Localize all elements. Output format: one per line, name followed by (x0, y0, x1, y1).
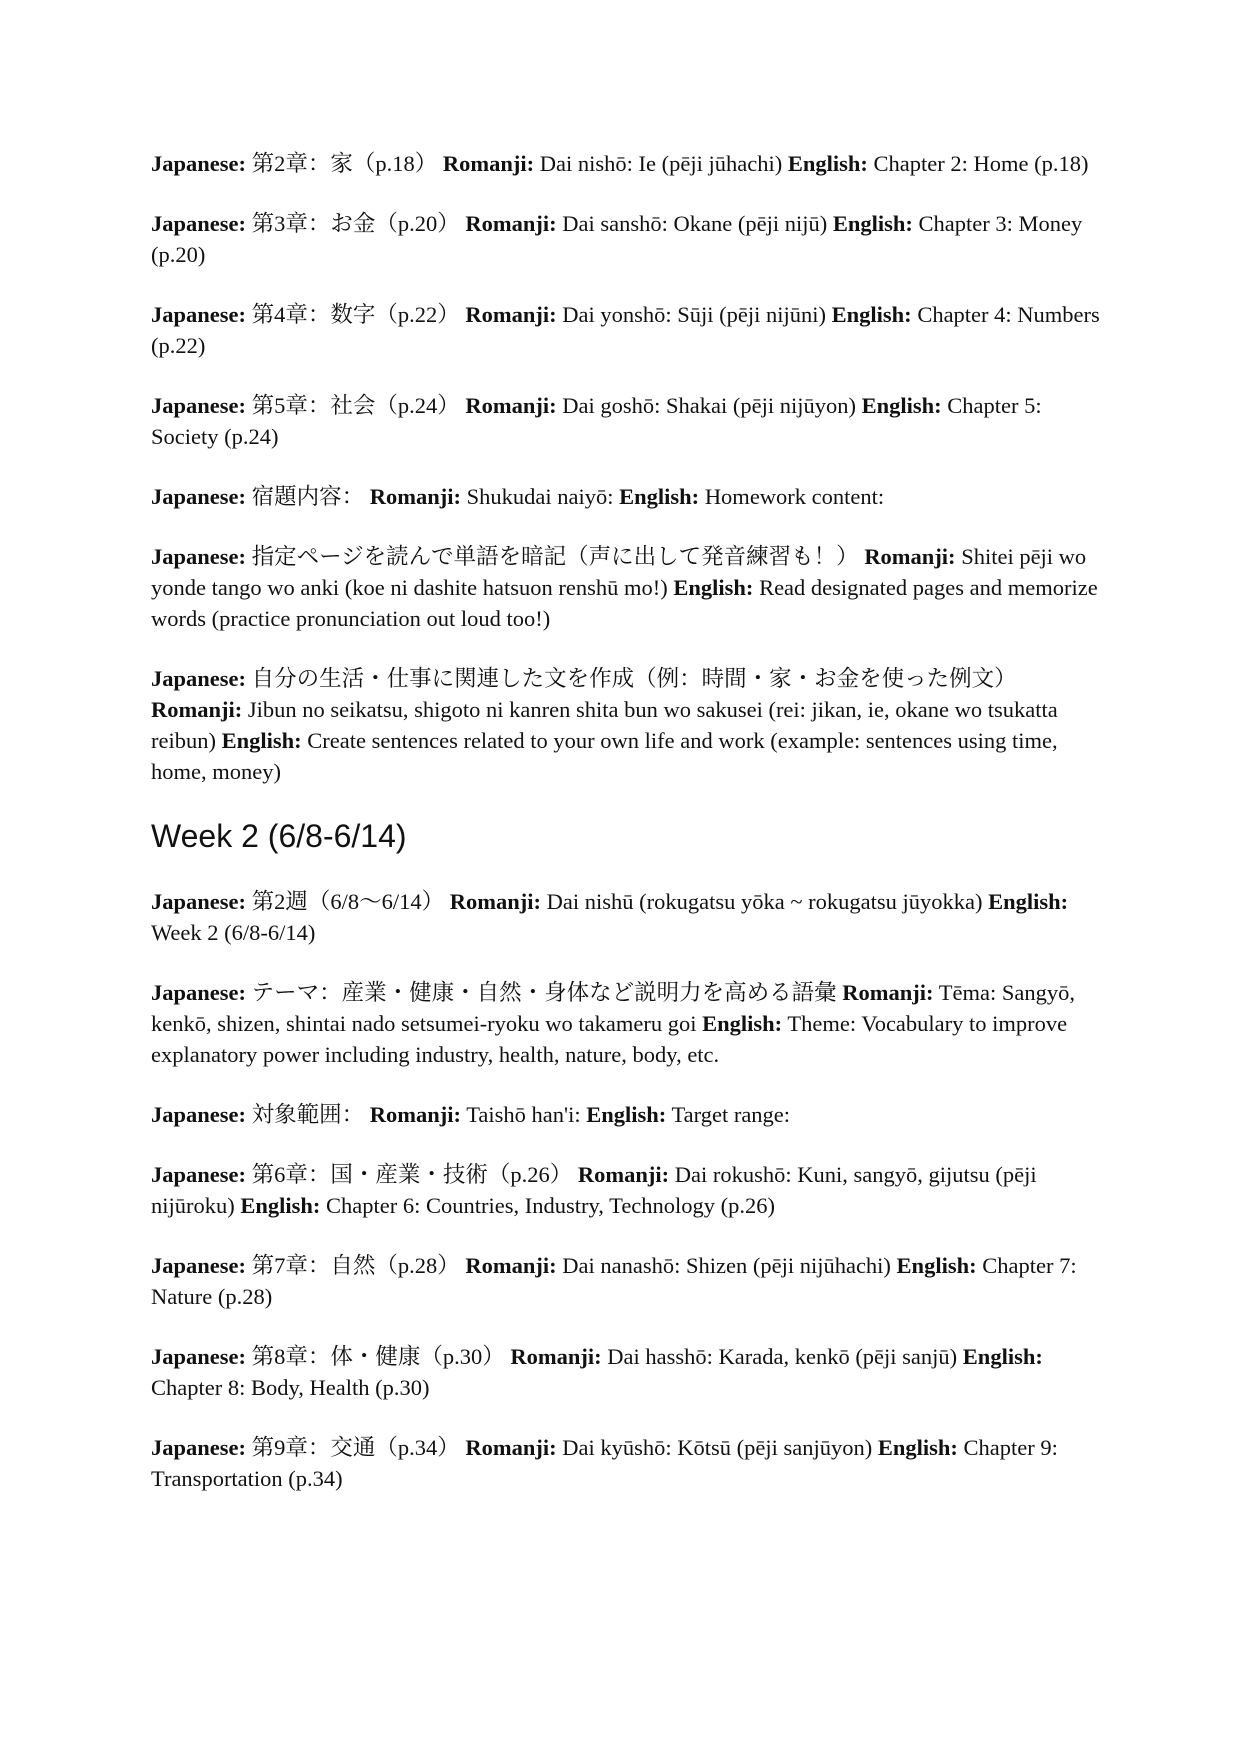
japanese-text: 宿題内容： (251, 484, 365, 509)
entry-homework-content (151, 481, 1101, 512)
romanji-label: Romanji: (864, 544, 956, 569)
english-text: Chapter 8: Body, Health (p.30) (151, 1375, 430, 1400)
english-label: English: (988, 889, 1069, 914)
english-label: English: (586, 1102, 667, 1127)
english-text: Create sentences related to your own life and work (example: sentences using time, home, money) (151, 728, 1058, 784)
english-text: Week 2 (6/8-6/14) (151, 920, 316, 945)
japanese-text: 指定ページを読んで単語を暗記（声に出して発音練習も！） (251, 544, 859, 569)
japanese-label: Japanese: (151, 666, 246, 691)
english-label: English: (832, 211, 913, 236)
japanese-label: Japanese: (151, 1435, 246, 1460)
romanji-label: Romanji: (577, 1162, 670, 1187)
romanji-label: Romanji: (510, 1344, 602, 1369)
romanji-text: Dai hasshō: Karada, kenkō (pēji sanjū) (607, 1344, 958, 1369)
section-week2 (151, 886, 1101, 1494)
japanese-label: Japanese: (151, 1344, 246, 1369)
romanji-text: Tēma: Sangyō, kenkō, shizen, shintai nado setsumei-ryoku wo takameru goi (151, 980, 1075, 1036)
romanji-label: Romanji: (369, 1102, 462, 1127)
romanji-text: Dai rokushō: Kuni, sangyō, gijutsu (pēji nijūroku) (151, 1162, 1037, 1218)
entry-target-range (151, 1099, 1101, 1130)
english-label: English: (861, 393, 942, 418)
japanese-text: 第2章：家（p.18） (251, 151, 438, 176)
japanese-label: Japanese: (151, 484, 246, 509)
romanji-label: Romanji: (449, 889, 542, 914)
romanji-text: Dai nishū (rokugatsu yōka ~ rokugatsu jūyokka) (546, 889, 983, 914)
romanji-text: Dai yonshō: Sūji (pēji nijūni) (562, 302, 827, 327)
entry-theme (151, 977, 1101, 1070)
japanese-text: 第9章：交通（p.34） (251, 1435, 460, 1460)
entry-chapter-9 (151, 1432, 1101, 1494)
english-text: Chapter 5: Society (p.24) (151, 393, 1042, 449)
japanese-label: Japanese: (151, 980, 246, 1005)
entry-chapter-7 (151, 1250, 1101, 1312)
japanese-text: 第8章：体・健康（p.30） (251, 1344, 505, 1369)
english-label: English: (896, 1253, 977, 1278)
romanji-text: Shitei pēji wo yonde tango wo anki (koe ni dashite hatsuon renshū mo!) (151, 544, 1087, 600)
japanese-text: 対象範囲： (251, 1102, 365, 1127)
english-text: Chapter 3: Money (p.20) (151, 211, 1083, 267)
entry-week-2-dates (151, 886, 1101, 948)
japanese-text: 自分の生活・仕事に関連した文を作成（例：時間・家・お金を使った例文） (251, 666, 1017, 691)
romanji-text: Shukudai naiyō: (466, 484, 614, 509)
romanji-text: Dai kyūshō: Kōtsū (pēji sanjūyon) (562, 1435, 873, 1460)
japanese-text: テーマ：産業・健康・自然・身体など説明力を高める語彙 (251, 980, 837, 1005)
japanese-text: 第3章：お金（p.20） (251, 211, 460, 236)
romanji-label: Romanji: (465, 211, 557, 236)
entry-chapter-4 (151, 299, 1101, 361)
entry-chapter-5 (151, 390, 1101, 452)
english-text: Chapter 7: Nature (p.28) (151, 1253, 1077, 1309)
english-text: Chapter 2: Home (p.18) (873, 151, 1089, 176)
section-week1-tail (151, 148, 1101, 787)
japanese-label: Japanese: (151, 544, 246, 569)
english-text: Theme: Vocabulary to improve explanatory power including industry, health, nature, body, etc. (151, 1011, 1068, 1067)
romanji-text: Dai nishō: Ie (pēji jūhachi) (539, 151, 783, 176)
english-text: Target range: (671, 1102, 791, 1127)
romanji-label: Romanji: (465, 1435, 557, 1460)
japanese-label: Japanese: (151, 151, 246, 176)
japanese-text: 第2週（6/8〜6/14） (251, 889, 445, 914)
romanji-text: Dai goshō: Shakai (pēji nijūyon) (562, 393, 856, 418)
week-2-heading: Week 2 (6/8-6/14) (151, 818, 407, 854)
japanese-label: Japanese: (151, 1102, 246, 1127)
romanji-label: Romanji: (465, 1253, 557, 1278)
japanese-label: Japanese: (151, 1253, 246, 1278)
english-label: English: (221, 728, 302, 753)
english-text: Chapter 9: Transportation (p.34) (151, 1435, 1058, 1491)
document-page (151, 148, 1101, 1523)
english-label: English: (619, 484, 700, 509)
entry-chapter-8 (151, 1341, 1101, 1403)
english-label: English: (962, 1344, 1043, 1369)
romanji-label: Romanji: (465, 302, 557, 327)
entry-chapter-2 (151, 148, 1101, 179)
entry-chapter-6 (151, 1159, 1101, 1221)
english-label: English: (831, 302, 912, 327)
romanji-text: Dai nanashō: Shizen (pēji nijūhachi) (562, 1253, 891, 1278)
romanji-label: Romanji: (151, 697, 243, 722)
japanese-label: Japanese: (151, 889, 246, 914)
romanji-text: Taishō han'i: (466, 1102, 581, 1127)
romanji-text: Dai sanshō: Okane (pēji nijū) (562, 211, 828, 236)
english-text: Chapter 6: Countries, Industry, Technology (p.26) (326, 1193, 776, 1218)
japanese-text: 第6章：国・産業・技術（p.26） (251, 1162, 573, 1187)
english-label: English: (787, 151, 868, 176)
japanese-label: Japanese: (151, 393, 246, 418)
romanji-label: Romanji: (369, 484, 462, 509)
english-label: English: (673, 575, 754, 600)
english-text: Homework content: (704, 484, 885, 509)
english-label: English: (240, 1193, 321, 1218)
romanji-label: Romanji: (465, 393, 557, 418)
english-text: Chapter 4: Numbers (p.22) (151, 302, 1100, 358)
romanji-label: Romanji: (842, 980, 934, 1005)
english-text: Read designated pages and memorize words (practice pronunciation out loud too!) (151, 575, 1098, 631)
japanese-label: Japanese: (151, 211, 246, 236)
entry-homework-read (151, 541, 1101, 634)
english-label: English: (877, 1435, 958, 1460)
japanese-text: 第4章：数字（p.22） (251, 302, 460, 327)
romanji-text: Jibun no seikatsu, shigoto ni kanren shita bun wo sakusei (rei: jikan, ie, okane wo tsukatta reibun) (151, 697, 1058, 753)
english-label: English: (702, 1011, 783, 1036)
japanese-text: 第5章：社会（p.24） (251, 393, 460, 418)
japanese-label: Japanese: (151, 1162, 246, 1187)
japanese-label: Japanese: (151, 302, 246, 327)
japanese-text: 第7章：自然（p.28） (251, 1253, 460, 1278)
entry-homework-sentences (151, 663, 1101, 787)
romanji-label: Romanji: (442, 151, 535, 176)
entry-chapter-3 (151, 208, 1101, 270)
